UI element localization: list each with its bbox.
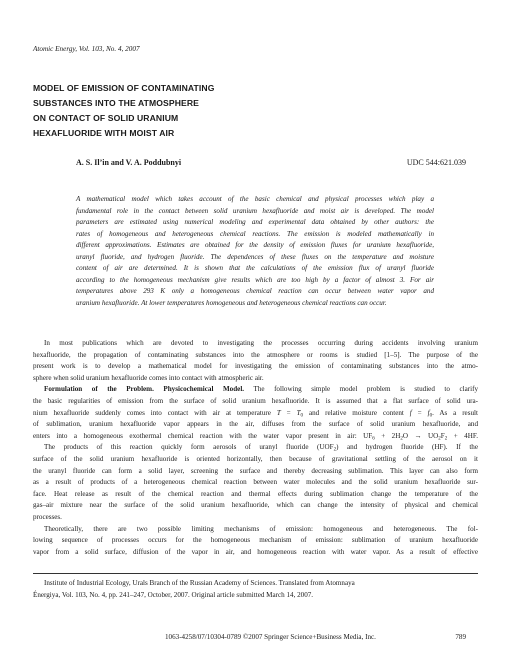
body-span: The products of this reaction quickly form aerosols of uranyl fluoride (UO [44, 443, 330, 452]
abstract-line: fundamental role in the contact between solid uranium hexafluoride and moist air is developed. The model [76, 206, 434, 215]
journal-citation: Atomic Energy, Vol. 103, No. 4, 2007 [33, 45, 140, 53]
body-line: In most publications which are devoted to investigating the processes occurring during accidents involving uranium [44, 339, 478, 347]
page-number: 789 [455, 633, 466, 641]
body-line: sphere when solid uranium hexafluoride comes into contact with atmospheric air. [33, 373, 264, 382]
body-line: present work is to develop a mathematical model for investigating the emission of contaminating substances into the atmo- [33, 362, 478, 371]
body-line: as a result of products of a heterogeneous chemical reaction between water molecules and the solid uranium hexafluoride sur- [33, 478, 478, 487]
body-line: the uranyl fluoride can form a solid layer, screening the surface and thereby decreasing sublimation. This layer can also form [33, 466, 478, 475]
abstract-line: rates of homogeneous and heterogeneous chemical reactions. The emission is modeled mathematically in [76, 229, 434, 238]
body-line: the basic regularities of emission from the surface of solid uranium hexafluoride. It is assumed that a flat surface of solid ura- [33, 396, 478, 405]
body-text [33, 338, 478, 558]
abstract-line: uranium hexafluoride. At lower temperatures homogeneous and heterogeneous chemical reactions can occur. [76, 298, 387, 307]
title-line: MODEL OF EMISSION OF CONTAMINATING [33, 83, 215, 93]
body-span: nium hexafluoride suddenly comes into contact with air at temperature [33, 408, 271, 417]
body-line: processes. [33, 512, 62, 521]
body-line: of sublimation, uranium hexafluoride vapor appears in the air, diffuses from the surface of solid uranium hexafluoride, and [33, 420, 478, 429]
body-line: surface of the solid uranium hexafluoride is oriented horizontally, then because of gravitational settling of the aerosol on it [33, 454, 478, 463]
abstract [76, 194, 434, 309]
body-span: The following simple model problem is studied to clarify [253, 385, 478, 394]
abstract-line: content of air are determined. It is shown that the calculations of the emission flux of uranyl fluoride [76, 264, 434, 272]
body-span: enters into a homogeneous exothermal chemical reaction with the water vapor present in air: [33, 431, 357, 440]
abstract-line: temperatures above 293 K only a homogeneous chemical reaction can occur between water vapor and [76, 287, 434, 295]
body-line: lowing sequence of processes occurs for the homogeneous mechanism of emission: sublimation of uranium hexafluoride [33, 536, 478, 545]
paper-title [33, 81, 333, 141]
abstract-line: different approximations. Estimates are obtained for the density of emission fluxes for uranium hexafluoride, [76, 241, 434, 249]
body-span: ) and hydrogen fluoride (HF). If the [336, 443, 478, 452]
abstract-line: A mathematical model which takes account of the basic chemical and physical processes which play a [76, 195, 434, 203]
footnote-divider [33, 573, 478, 574]
abstract-line: uranyl fluoride, and hydrogen fluoride. The dependences of these fluxes on the temperature and moisture [76, 252, 434, 261]
section-heading: Formulation of the Problem. Physicochemical Model. [44, 385, 245, 394]
body-line: face. Heat release as result of the chemical reaction and thermal effects during sublimation change the temperature of the [33, 489, 478, 498]
authors: A. S. Il’in and V. A. Poddubnyi [76, 158, 182, 167]
body-line: Theoretically, there are two possible limiting mechanisms of emission: homogeneous and heterogeneous. The fol- [44, 524, 478, 533]
body-line: vapor from a solid surface, diffusion of the vapor in air, and homogeneous reaction with water vapor. As a result of effective [33, 547, 478, 556]
footnote-line: Institute of Industrial Ecology, Urals Branch of the Russian Academy of Sciences. Translated from Atomnaya [44, 579, 355, 587]
body-line: The products of this reaction quickly form aerosols of uranyl fluoride $(UOF_2)$ and hydrogen fluoride (HF). If the [44, 443, 478, 453]
body-line [33, 431, 478, 443]
abstract-line: parameters are estimated using numerical modeling and experimental data obtained by other authors: the [76, 218, 434, 226]
section-heading-line [33, 384, 478, 396]
body-line: hexafluoride, the propagation of contaminating substances into the atmosphere or rooms is studied [1–5]. The purpose of the [33, 350, 478, 359]
body-span: . As a result [432, 408, 478, 417]
footnote [33, 578, 478, 601]
copyright-line: 1063-4258/07/10304-0789 ©2007 Springer Science+Business Media, Inc. [165, 633, 376, 641]
body-span: and relative moisture content [308, 408, 404, 417]
body-line: gas–air mixture near the surface of the solid uranium hexafluoride, which can change the intensity of physical and chemical [33, 501, 478, 510]
udc-code: UDC 544:621.039 [406, 158, 466, 167]
abstract-line: according to the homogeneous mechanism give results which are too high by a factor of almost 3. For air [76, 275, 434, 284]
title-line: SUBSTANCES INTO THE ATMOSPHERE [33, 98, 199, 108]
title-line: ON CONTACT OF SOLID URANIUM [33, 113, 179, 123]
title-line: HEXAFLUORIDE WITH MOIST AIR [33, 128, 175, 138]
footnote-line: Énergiya, Vol. 103, No. 4, pp. 241–247, October, 2007. Original article submitted March 14, 2007. [33, 590, 314, 599]
body-line: nium hexafluoride suddenly comes into contact with air at temperature $T = T_0$ and relative moisture content $f = f_0$. As a result [33, 408, 478, 419]
reaction-equation: $UF_6 + 2H_2O \to UO_2F_2 + 4HF$. [363, 431, 479, 442]
